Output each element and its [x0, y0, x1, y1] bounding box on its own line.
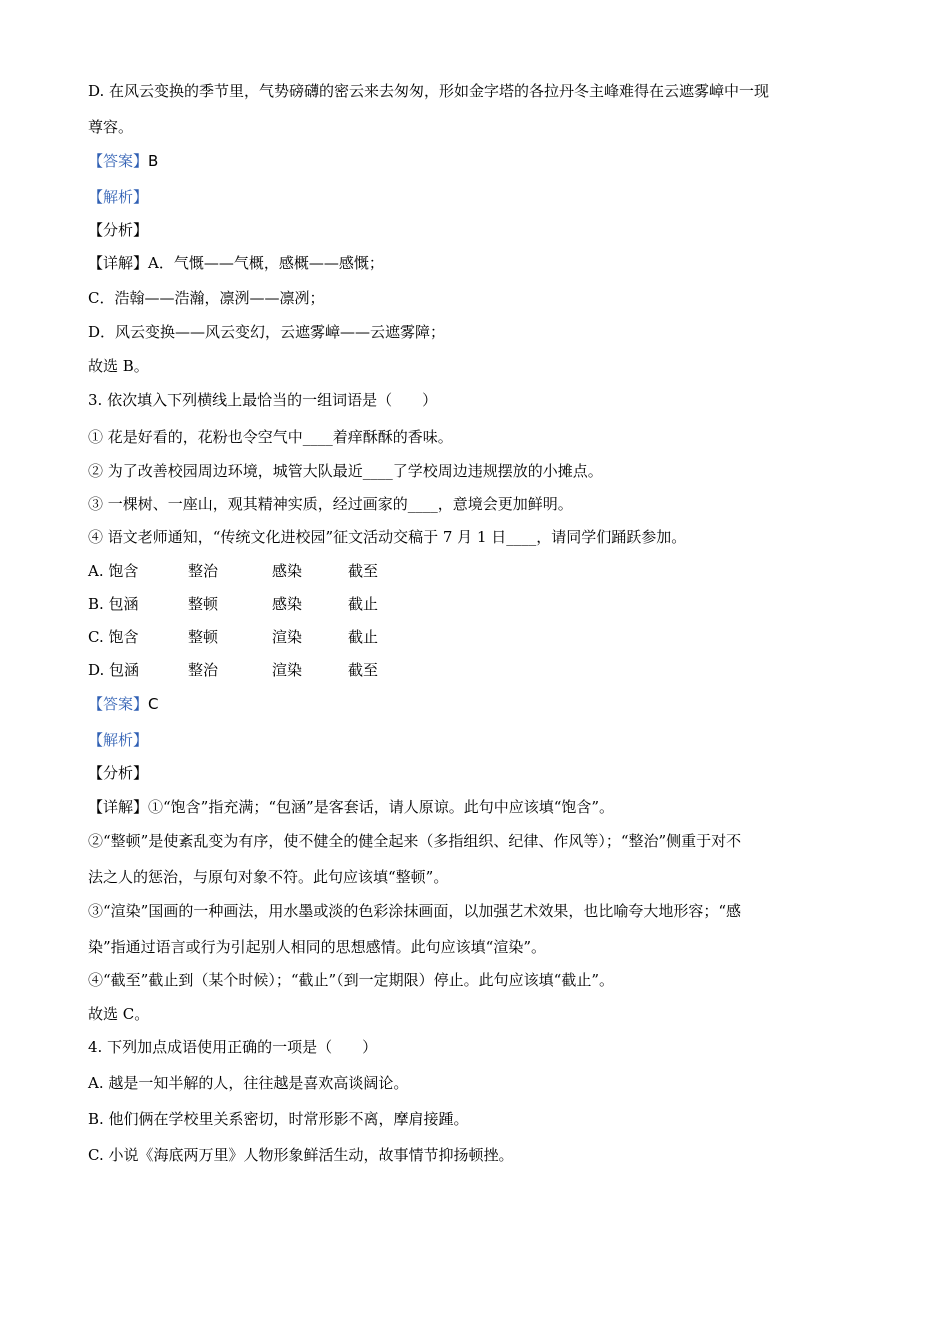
xiangjie-tag: 【详解】 — [88, 798, 149, 816]
q3-jiexi-tag: 【解析】 — [88, 731, 149, 749]
q2-option-d-line2: 尊容。 — [88, 118, 134, 136]
xiangjie-tag: 【详解】 — [88, 254, 149, 272]
option-word: 渲染 — [272, 628, 303, 646]
q4-option-b: B. 他们俩在学校里关系密切，时常形影不离，摩肩接踵。 — [88, 1110, 469, 1128]
q3-detail-2a: ②“整顿”是使紊乱变为有序，使不健全的健全起来（多指组织、纪律、作风等）；“整治”侧重于对不 — [88, 832, 742, 850]
answer-value: C — [148, 695, 159, 713]
q4-option-c: C. 小说《海底两万里》人物形象鲜活生动，故事情节抑扬顿挫。 — [88, 1146, 514, 1164]
q3-conclusion: 故选 C。 — [88, 1005, 150, 1023]
q3-stem: 3. 依次填入下列横线上最恰当的一组词语是（ ） — [88, 391, 438, 409]
detail-a-text: A．气慨——气概，感概——感慨； — [148, 254, 384, 272]
q3-answer-line — [88, 694, 159, 714]
option-word: B. 包涵 — [88, 595, 139, 613]
q2-detail-d: D．风云变换——风云变幻，云遮雾嶂——云遮雾障； — [88, 323, 446, 341]
answer-value: B — [148, 152, 159, 170]
option-word: A. 饱含 — [88, 562, 139, 580]
option-word: 感染 — [272, 562, 303, 580]
q4-option-a: A. 越是一知半解的人，往往越是喜欢高谈阔论。 — [88, 1074, 409, 1092]
q3-option-d — [88, 660, 408, 680]
answer-tag: 【答案】 — [88, 152, 149, 170]
option-word: 感染 — [272, 595, 303, 613]
q2-option-d-line1: D. 在风云变换的季节里，气势磅礴的密云来去匆匆，形如金字塔的各拉丹冬主峰难得在云遮雾嶂中一现 — [88, 82, 770, 100]
q3-detail-3a: ③“渲染”国画的一种画法，用水墨或淡的色彩涂抹画面，以加强艺术效果，也比喻夸大地形容；“感 — [88, 902, 742, 920]
q3-detail-1 — [88, 797, 614, 817]
q3-item-2: ② 为了改善校园周边环境，城管大队最近____了学校周边违规摆放的小摊点。 — [88, 462, 603, 480]
q3-fenxi-tag: 【分析】 — [88, 764, 149, 782]
answer-tag: 【答案】 — [88, 695, 149, 713]
option-word: 截止 — [348, 628, 379, 646]
q3-option-a — [88, 561, 408, 581]
option-word: 截止 — [348, 595, 379, 613]
q2-detail-c: C．浩翰——浩瀚，凛洌——凛冽； — [88, 289, 325, 307]
option-word: 整治 — [188, 661, 219, 679]
q2-fenxi-tag: 【分析】 — [88, 221, 149, 239]
q3-detail-4: ④“截至”截止到（某个时候）；“截止”（到一定期限）停止。此句应该填“截止”。 — [88, 971, 615, 989]
q3-option-b — [88, 594, 408, 614]
option-word: C. 饱含 — [88, 628, 139, 646]
q4-stem: 4. 下列加点成语使用正确的一项是（ ） — [88, 1038, 378, 1056]
q2-jiexi-tag: 【解析】 — [88, 188, 149, 206]
option-word: 整顿 — [188, 595, 219, 613]
q3-option-c — [88, 627, 408, 647]
option-word: 截至 — [348, 562, 379, 580]
option-word: 整治 — [188, 562, 219, 580]
q3-detail-3b: 染”指通过语言或行为引起别人相同的思想感情。此句应该填“渲染”。 — [88, 938, 547, 956]
option-word: 整顿 — [188, 628, 219, 646]
option-word: 渲染 — [272, 661, 303, 679]
q2-conclusion: 故选 B。 — [88, 357, 149, 375]
q2-answer-line — [88, 151, 158, 171]
q3-detail-2b: 法之人的惩治，与原句对象不符。此句应该填“整顿”。 — [88, 868, 449, 886]
q3-item-4: ④ 语文老师通知，“传统文化进校园”征文活动交稿于 7 月 1 日____，请同学们踊跃参加。 — [88, 528, 687, 546]
q3-item-3: ③ 一棵树、一座山，观其精神实质，经过画家的____，意境会更加鲜明。 — [88, 495, 573, 513]
option-word: 截至 — [348, 661, 379, 679]
q3-item-1: ① 花是好看的，花粉也令空气中____着痒酥酥的香味。 — [88, 428, 453, 446]
option-word: D. 包涵 — [88, 661, 140, 679]
q2-detail-a — [88, 253, 384, 273]
detail-1-text: ①“饱含”指充满；“包涵”是客套话，请人原谅。此句中应该填“饱含”。 — [148, 798, 615, 816]
